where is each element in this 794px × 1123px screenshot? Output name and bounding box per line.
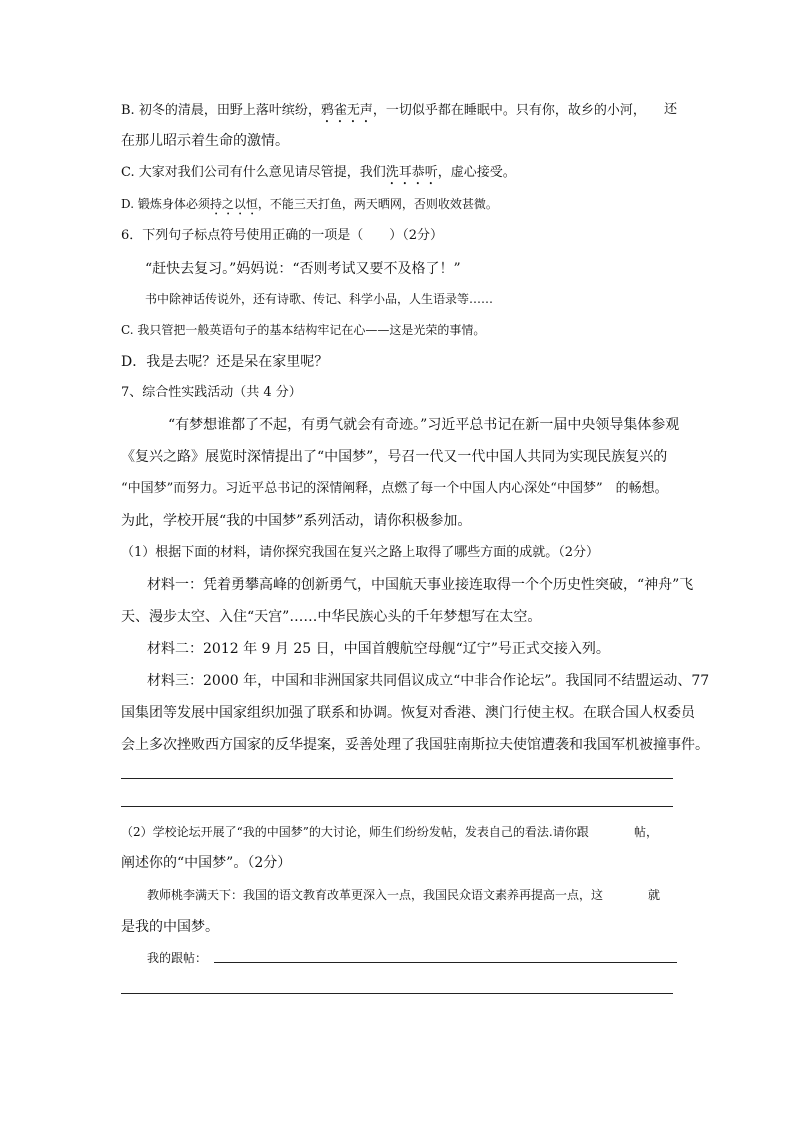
my-post-answer-line[interactable]: [214, 962, 677, 963]
q5-option-c-idiom: 洗耳恭听: [385, 165, 438, 180]
q7-intro-line-1: “有梦想谁都了不起，有勇气就会有奇迹。”习近平总书记在新一届中央领导集体参观: [168, 417, 680, 433]
answer-line-1[interactable]: [121, 778, 673, 779]
q6-option-b: 书中除神话传说外，还有诗歌、传记、科学小品，人生语录等……: [145, 292, 494, 306]
q7-material-1-line-1: 材料一：凭着勇攀高峰的创新勇气，中国航天事业接连取得一个个历史性突破，“神舟”飞: [147, 577, 694, 593]
q7-intro-line-3: “中国梦”而努力。习近平总书记的深情阐释，点燃了每一个中国人内心深处“中国梦” 的畅想。: [121, 481, 668, 496]
q7-stem: 7、综合性实践活动（共 4 分）: [121, 385, 302, 400]
q5-option-d: [121, 197, 498, 218]
q6-option-d: D．我是去呢？还是呆在家里呢？: [121, 354, 329, 370]
q5-option-c-text: C. 大家对我们公司有什么意见请尽管提，我们: [121, 165, 386, 180]
q7-part2-stem-line-1: （2）学校论坛开展了“我的中国梦”的大讨论，师生们纷纷发帖，发表自己的看法.请你跟: [121, 825, 589, 839]
q5-option-b-text: B. 初冬的清晨，田野上落叶缤纷，: [121, 103, 321, 118]
q6-option-c: C. 我只管把一般英语句子的基本结构牢记在心——这是光荣的事情。: [121, 323, 486, 337]
q5-option-b-tail: 还: [664, 102, 678, 117]
q7-material-1-line-2: 天、漫步太空、入住“天宫”……中华民族心头的千年梦想写在太空。: [121, 609, 542, 625]
q5-option-b-text-rest: ，一切似乎都在睡眠中。只有你，故乡的小河，: [372, 103, 646, 118]
q5-option-b: [121, 103, 646, 126]
teacher-post-line-1-tail: 就: [648, 888, 661, 902]
q5-option-b-idiom: 鸦雀无声: [320, 103, 373, 118]
q5-option-d-text-rest: ，不能三天打鱼，两天晒网，否则收效甚微。: [257, 197, 498, 211]
q5-option-b-continuation: 在那儿昭示着生命的激情。: [121, 133, 289, 149]
q7-material-2: 材料二：2012 年 9 月 25 日，中国首艘航空母舰“辽宁”号正式交接入列。: [147, 641, 610, 657]
answer-line-3[interactable]: [121, 993, 673, 994]
q7-part2-stem-line-2: 阐述你的“中国梦”。（2分）: [121, 855, 292, 871]
q7-intro-line-2: 《复兴之路》展览时深情提出了“中国梦”，号召一代又一代中国人共同为实现民族复兴的: [121, 449, 668, 465]
q7-material-3-line-3: 会上多次挫败西方国家的反华提案，妥善处理了我国驻南斯拉夫使馆遭袭和我国军机被撞事件。: [121, 737, 709, 753]
q7-material-3-line-2: 国集团等发展中国家组织加强了联系和协调。恢复对香港、澳门行使主权。在联合国人权委员: [121, 705, 695, 721]
teacher-post-line-2: 是我的中国梦。: [121, 919, 219, 935]
q5-option-c-text-rest: ，虚心接受。: [437, 165, 516, 180]
q5-option-c: [121, 165, 516, 188]
q6-stem: 6．下列句子标点符号使用正确的一项是（ ）（2分）: [121, 228, 444, 243]
q7-material-3-line-1: 材料三：2000 年，中国和非洲国家共同倡议成立“中非合作论坛”。我国同不结盟运动、77: [147, 673, 710, 689]
teacher-post-line-1: 教师桃李满天下：我国的语文教育改革更深入一点，我国民众语文素养再提高一点，这: [147, 888, 604, 902]
q6-option-a: “赶快去复习。”妈妈说：“否则考试又要不及格了！”: [145, 261, 461, 277]
q7-intro-line-4: 为此，学校开展“我的中国梦”系列活动，请你积极参加。: [121, 513, 472, 529]
q5-option-d-idiom: 持之以恒: [209, 197, 258, 211]
q7-part2-stem-line-1-tail: 帖，: [634, 825, 659, 839]
answer-line-2[interactable]: [121, 806, 673, 807]
q7-part1-stem: （1）根据下面的材料，请你探究我国在复兴之路上取得了哪些方面的成就。（2分）: [121, 545, 600, 560]
q5-option-d-text: D. 锻炼身体必须: [121, 197, 210, 211]
my-post-label: 我的跟帖：: [147, 951, 208, 965]
